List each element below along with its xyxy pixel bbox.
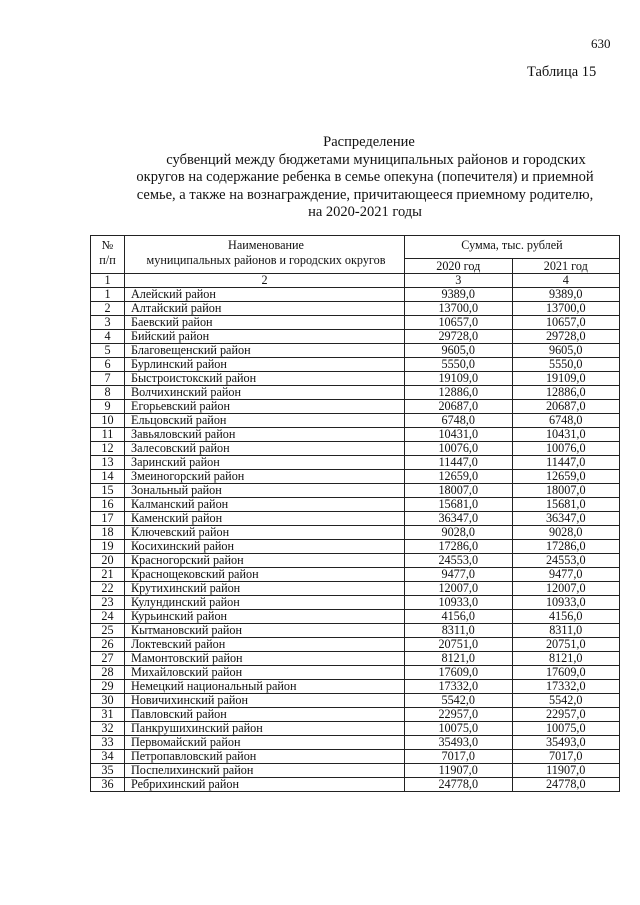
amount-2021: 9389,0 — [512, 288, 620, 302]
amount-2021: 9605,0 — [512, 344, 620, 358]
district-name: Локтевский район — [125, 638, 405, 652]
row-number: 28 — [91, 666, 125, 680]
table-row — [91, 708, 620, 722]
amount-2021: 18007,0 — [512, 484, 620, 498]
amount-2020: 36347,0 — [405, 512, 513, 526]
amount-2021: 12007,0 — [512, 582, 620, 596]
table-row — [91, 694, 620, 708]
amount-2020: 17286,0 — [405, 540, 513, 554]
row-number: 23 — [91, 596, 125, 610]
district-name: Кытмановский район — [125, 624, 405, 638]
row-number: 9 — [91, 400, 125, 414]
column-index-1: 1 — [91, 274, 125, 288]
title-line-5: на 2020-2021 годы — [308, 204, 422, 220]
amount-2021: 35493,0 — [512, 736, 620, 750]
table-label: Таблица 15 — [527, 64, 597, 80]
row-number: 17 — [91, 512, 125, 526]
row-number: 24 — [91, 610, 125, 624]
district-name: Курьинский район — [125, 610, 405, 624]
amount-2021: 10657,0 — [512, 316, 620, 330]
title-line-4: семье, а также на вознаграждение, причитающееся приемному родителю, — [136, 186, 594, 203]
amount-2020: 10933,0 — [405, 596, 513, 610]
district-name: Первомайский район — [125, 736, 405, 750]
amount-2020: 12886,0 — [405, 386, 513, 400]
table-row — [91, 680, 620, 694]
row-number: 22 — [91, 582, 125, 596]
column-header-name — [125, 236, 405, 274]
amount-2020: 17332,0 — [405, 680, 513, 694]
column-header-number-line2: п/п — [99, 253, 116, 267]
row-number: 1 — [91, 288, 125, 302]
amount-2020: 20687,0 — [405, 400, 513, 414]
table-row — [91, 344, 620, 358]
district-name: Красногорский район — [125, 554, 405, 568]
row-number: 20 — [91, 554, 125, 568]
row-number: 35 — [91, 764, 125, 778]
table-row — [91, 498, 620, 512]
amount-2020: 9389,0 — [405, 288, 513, 302]
district-name: Завьяловский район — [125, 428, 405, 442]
table-row — [91, 484, 620, 498]
table-row — [91, 582, 620, 596]
district-name: Поспелихинский район — [125, 764, 405, 778]
amount-2020: 9028,0 — [405, 526, 513, 540]
row-number: 29 — [91, 680, 125, 694]
amount-2021: 17286,0 — [512, 540, 620, 554]
amount-2020: 9477,0 — [405, 568, 513, 582]
row-number: 25 — [91, 624, 125, 638]
row-number: 27 — [91, 652, 125, 666]
district-name: Ребрихинский район — [125, 778, 405, 792]
amount-2021: 22957,0 — [512, 708, 620, 722]
row-number: 34 — [91, 750, 125, 764]
district-name: Немецкий национальный район — [125, 680, 405, 694]
table-row — [91, 442, 620, 456]
column-index-row — [91, 274, 620, 288]
district-name: Михайловский район — [125, 666, 405, 680]
column-index-3: 3 — [405, 274, 513, 288]
page-number: 630 — [591, 36, 611, 51]
amount-2020: 24778,0 — [405, 778, 513, 792]
row-number: 18 — [91, 526, 125, 540]
title-line-3: округов на содержание ребенка в семье опекуна (попечителя) и приемной — [136, 169, 594, 185]
table-row — [91, 386, 620, 400]
amount-2021: 17609,0 — [512, 666, 620, 680]
table-body — [91, 288, 620, 792]
district-name: Косихинский район — [125, 540, 405, 554]
amount-2020: 12007,0 — [405, 582, 513, 596]
row-number: 12 — [91, 442, 125, 456]
table-row — [91, 428, 620, 442]
district-name: Залесовский район — [125, 442, 405, 456]
district-name: Бурлинский район — [125, 358, 405, 372]
amount-2021: 4156,0 — [512, 610, 620, 624]
table-row — [91, 624, 620, 638]
row-number: 26 — [91, 638, 125, 652]
amount-2021: 12659,0 — [512, 470, 620, 484]
table-row — [91, 526, 620, 540]
row-number: 4 — [91, 330, 125, 344]
amount-2021: 5542,0 — [512, 694, 620, 708]
amount-2021: 20751,0 — [512, 638, 620, 652]
table-row — [91, 512, 620, 526]
row-number: 21 — [91, 568, 125, 582]
row-number: 11 — [91, 428, 125, 442]
district-name: Ельцовский район — [125, 414, 405, 428]
amount-2020: 17609,0 — [405, 666, 513, 680]
row-number: 19 — [91, 540, 125, 554]
amount-2021: 19109,0 — [512, 372, 620, 386]
table-row — [91, 400, 620, 414]
table-row — [91, 470, 620, 484]
district-name: Баевский район — [125, 316, 405, 330]
district-name: Петропавловский район — [125, 750, 405, 764]
row-number: 36 — [91, 778, 125, 792]
district-name: Панкрушихинский район — [125, 722, 405, 736]
amount-2021: 24553,0 — [512, 554, 620, 568]
district-name: Заринский район — [125, 456, 405, 470]
column-header-number-line1: № — [101, 238, 114, 252]
table-row — [91, 414, 620, 428]
table-row — [91, 540, 620, 554]
row-number: 2 — [91, 302, 125, 316]
table-row — [91, 554, 620, 568]
row-number: 32 — [91, 722, 125, 736]
table-row — [91, 302, 620, 316]
amount-2020: 12659,0 — [405, 470, 513, 484]
district-name: Мамонтовский район — [125, 652, 405, 666]
amount-2021: 7017,0 — [512, 750, 620, 764]
table-row — [91, 288, 620, 302]
district-name: Кулундинский район — [125, 596, 405, 610]
amount-2021: 5550,0 — [512, 358, 620, 372]
row-number: 14 — [91, 470, 125, 484]
table-row — [91, 568, 620, 582]
column-header-sum: Сумма, тыс. рублей — [405, 236, 620, 259]
district-name: Алейский район — [125, 288, 405, 302]
column-header-number — [91, 236, 125, 274]
table-row — [91, 666, 620, 680]
row-number: 7 — [91, 372, 125, 386]
amount-2020: 10076,0 — [405, 442, 513, 456]
amount-2021: 17332,0 — [512, 680, 620, 694]
amount-2020: 19109,0 — [405, 372, 513, 386]
amount-2020: 24553,0 — [405, 554, 513, 568]
amount-2021: 10075,0 — [512, 722, 620, 736]
amount-2021: 24778,0 — [512, 778, 620, 792]
amount-2020: 20751,0 — [405, 638, 513, 652]
title-line-2: субвенций между бюджетами муниципальных районов и городских — [166, 151, 586, 168]
row-number: 31 — [91, 708, 125, 722]
amount-2020: 15681,0 — [405, 498, 513, 512]
district-name: Благовещенский район — [125, 344, 405, 358]
district-name: Новичихинский район — [125, 694, 405, 708]
column-index-2: 2 — [125, 274, 405, 288]
district-name: Змеиногорский район — [125, 470, 405, 484]
table-row — [91, 778, 620, 792]
amount-2020: 9605,0 — [405, 344, 513, 358]
table-row — [91, 736, 620, 750]
subvention-table — [90, 235, 620, 792]
table-row — [91, 372, 620, 386]
table-row — [91, 722, 620, 736]
row-number: 33 — [91, 736, 125, 750]
amount-2021: 10076,0 — [512, 442, 620, 456]
amount-2021: 8121,0 — [512, 652, 620, 666]
table-row — [91, 764, 620, 778]
amount-2020: 35493,0 — [405, 736, 513, 750]
amount-2020: 7017,0 — [405, 750, 513, 764]
amount-2021: 13700,0 — [512, 302, 620, 316]
amount-2021: 20687,0 — [512, 400, 620, 414]
district-name: Волчихинский район — [125, 386, 405, 400]
district-name: Алтайский район — [125, 302, 405, 316]
amount-2020: 10075,0 — [405, 722, 513, 736]
document-title — [108, 134, 622, 222]
row-number: 30 — [91, 694, 125, 708]
table-row — [91, 652, 620, 666]
amount-2020: 13700,0 — [405, 302, 513, 316]
table-row — [91, 610, 620, 624]
district-name: Каменский район — [125, 512, 405, 526]
amount-2020: 8311,0 — [405, 624, 513, 638]
amount-2021: 10933,0 — [512, 596, 620, 610]
amount-2021: 29728,0 — [512, 330, 620, 344]
column-header-name-line2: муниципальных районов и городских округов — [146, 253, 386, 267]
amount-2021: 9028,0 — [512, 526, 620, 540]
row-number: 5 — [91, 344, 125, 358]
district-name: Зональный район — [125, 484, 405, 498]
column-index-4: 4 — [512, 274, 620, 288]
table-row — [91, 638, 620, 652]
district-name: Павловский район — [125, 708, 405, 722]
amount-2020: 11907,0 — [405, 764, 513, 778]
amount-2021: 36347,0 — [512, 512, 620, 526]
amount-2020: 11447,0 — [405, 456, 513, 470]
amount-2020: 4156,0 — [405, 610, 513, 624]
amount-2021: 9477,0 — [512, 568, 620, 582]
amount-2021: 11907,0 — [512, 764, 620, 778]
row-number: 16 — [91, 498, 125, 512]
amount-2020: 10431,0 — [405, 428, 513, 442]
amount-2021: 8311,0 — [512, 624, 620, 638]
table-row — [91, 330, 620, 344]
amount-2021: 10431,0 — [512, 428, 620, 442]
amount-2020: 29728,0 — [405, 330, 513, 344]
district-name: Быстроистокский район — [125, 372, 405, 386]
district-name: Бийский район — [125, 330, 405, 344]
column-header-year-2020: 2020 год — [405, 259, 513, 274]
district-name: Краснощековский район — [125, 568, 405, 582]
district-name: Калманский район — [125, 498, 405, 512]
table-row — [91, 316, 620, 330]
row-number: 15 — [91, 484, 125, 498]
amount-2020: 22957,0 — [405, 708, 513, 722]
amount-2021: 12886,0 — [512, 386, 620, 400]
amount-2020: 5542,0 — [405, 694, 513, 708]
amount-2021: 11447,0 — [512, 456, 620, 470]
table-row — [91, 358, 620, 372]
table-row — [91, 596, 620, 610]
column-header-year-2021: 2021 год — [512, 259, 620, 274]
amount-2020: 6748,0 — [405, 414, 513, 428]
amount-2020: 10657,0 — [405, 316, 513, 330]
column-header-name-line1: Наименование — [228, 238, 304, 252]
amount-2020: 5550,0 — [405, 358, 513, 372]
district-name: Ключевский район — [125, 526, 405, 540]
table-row — [91, 750, 620, 764]
row-number: 6 — [91, 358, 125, 372]
row-number: 13 — [91, 456, 125, 470]
table-row — [91, 456, 620, 470]
district-name: Крутихинский район — [125, 582, 405, 596]
row-number: 10 — [91, 414, 125, 428]
row-number: 8 — [91, 386, 125, 400]
district-name: Егорьевский район — [125, 400, 405, 414]
amount-2021: 15681,0 — [512, 498, 620, 512]
amount-2021: 6748,0 — [512, 414, 620, 428]
amount-2020: 8121,0 — [405, 652, 513, 666]
amount-2020: 18007,0 — [405, 484, 513, 498]
title-line-1: Распределение — [323, 134, 415, 150]
row-number: 3 — [91, 316, 125, 330]
table-header-row — [91, 236, 620, 259]
